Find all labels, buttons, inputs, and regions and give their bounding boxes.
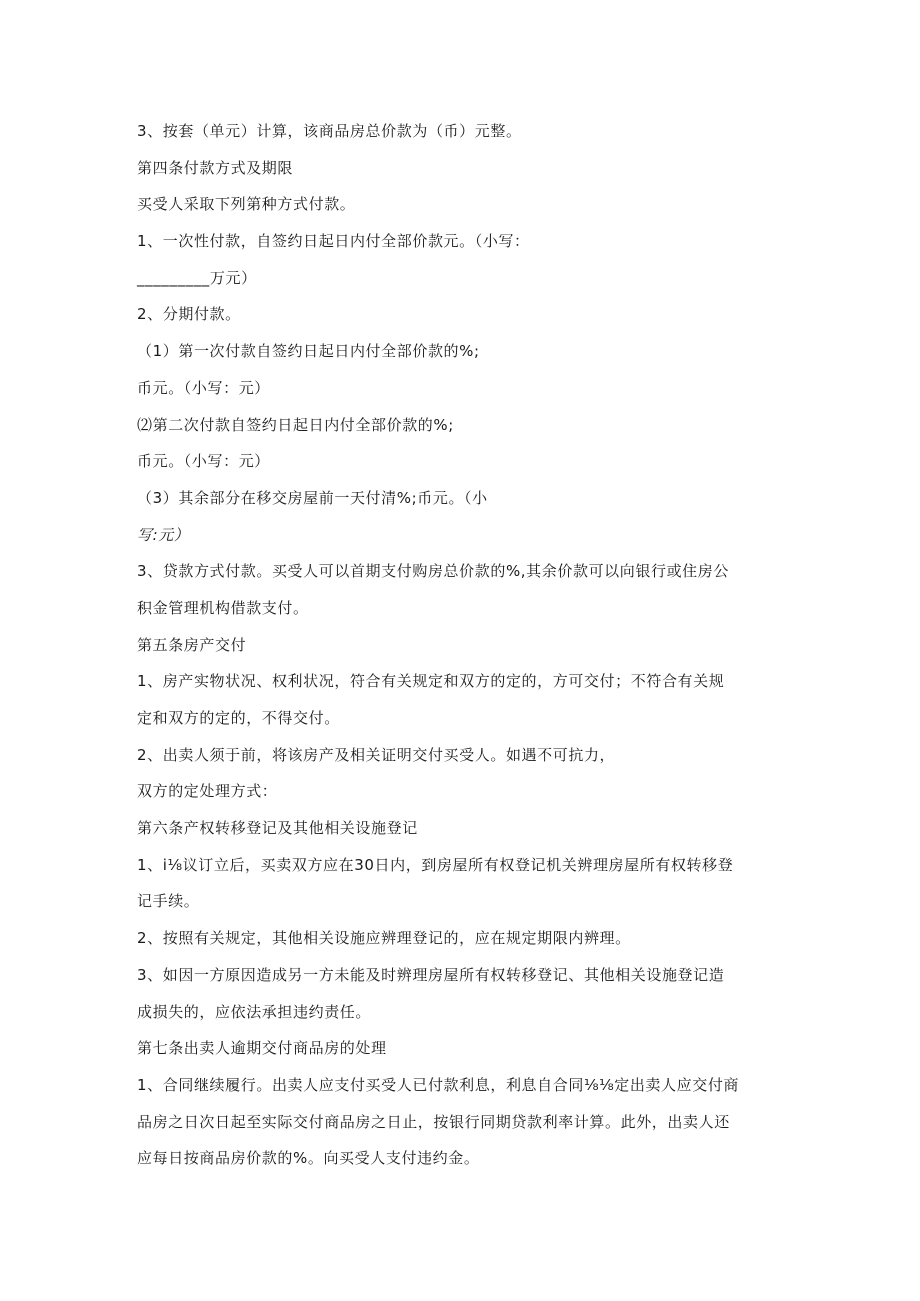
text-line: 1、房产实物状况、权利状况，符合有关规定和双方的定的，方可交付；不符合有关规: [137, 672, 725, 691]
text-line: （3）其余部分在移交房屋前一天付清%;币元。（小: [137, 488, 488, 507]
text-line: _________万元）: [137, 268, 257, 287]
text-line: 定和双方的定的，不得交付。: [137, 709, 340, 727]
text-line: 币元。（小写：元）: [137, 378, 270, 397]
section-heading-7: 第七条出卖人逾期交付商品房的处理: [137, 1039, 387, 1058]
text-line: 成损失的，应依法承担违约责任。: [137, 1002, 372, 1021]
text-line: （1）第一次付款自签约日起日内付全部价款的%;: [137, 342, 480, 361]
text-line: 1、一次性付款，自签约日起日内付全部价款元。（小写：: [137, 232, 530, 251]
text-line: 2、分期付款。: [137, 305, 241, 324]
text-line: 3、贷款方式付款。买受人可以首期支付购房总价款的%,其余价款可以向银行或住房公: [137, 562, 729, 581]
text-line: 3、如因一方原因造成另一方未能及时辨理房屋所有权转移登记、其他相关设施登记造: [137, 965, 725, 984]
text-line: 2、按照有关规定，其他相关设施应辨理登记的，应在规定期限内辨理。: [137, 929, 631, 948]
document-body: [137, 113, 787, 1177]
text-line: 2、出卖人须于前，将该房产及相关证明交付买受人。如遇不可抗力，: [137, 745, 616, 764]
section-heading-6: 第六条产权转移登记及其他相关设施登记: [137, 819, 418, 838]
text-line: 币元。（小写：元）: [137, 452, 270, 471]
text-line: 品房之日次日起至实际交付商品房之日止，按银行同期贷款利率计算。此外，出卖人还: [137, 1112, 730, 1131]
text-line: 积金管理机构借款支付。: [137, 598, 309, 617]
text-line: 买受人采取下列第种方式付款。: [137, 195, 356, 214]
section-heading-4: 第四条付款方式及期限: [137, 158, 294, 177]
text-line: ⑵第二次付款自签约日起日内付全部价款的%;: [137, 415, 454, 434]
text-line: 3、按套（单元）计算，该商品房总价款为（币）元整。: [137, 122, 522, 140]
text-line: 写:元）: [137, 525, 190, 544]
text-line: 应每日按商品房价款的%。向买受人支付违约金。: [137, 1149, 480, 1168]
text-line: 1、合同继续履行。出卖人应支付买受人已付款利息，利息自合同⅛⅛定出卖人应交付商: [137, 1075, 740, 1094]
text-line: 双方的定处理方式：: [137, 782, 278, 801]
text-line: 1、i⅛议订立后，买卖双方应在30日内，到房屋所有权登记机关辨理房屋所有权转移登: [137, 855, 734, 874]
text-line: 记手续。: [137, 892, 200, 911]
section-heading-5: 第五条房产交付: [137, 635, 247, 654]
